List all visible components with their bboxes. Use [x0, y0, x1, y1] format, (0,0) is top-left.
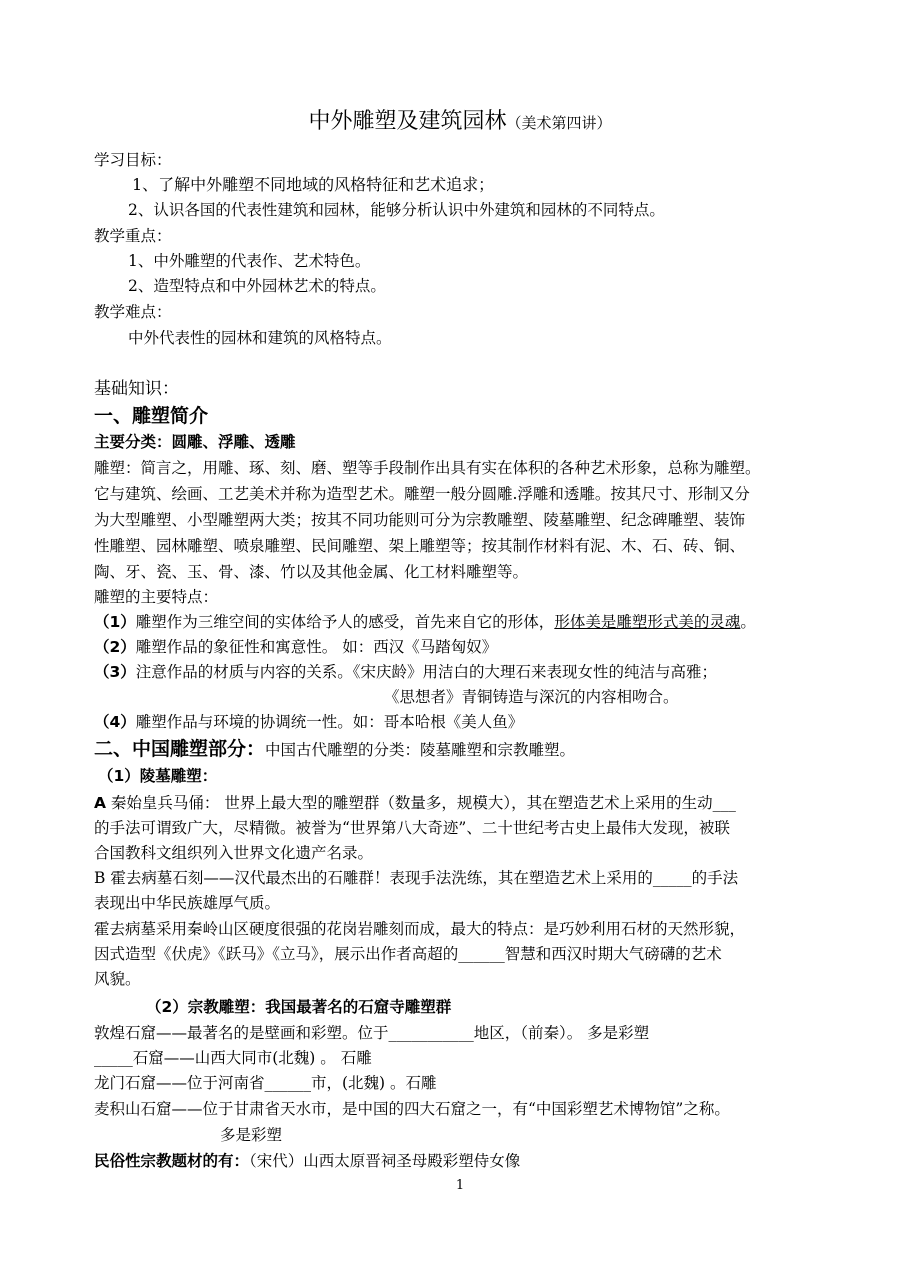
page-number: 1 [455, 1178, 465, 1193]
heading-key-points: 教学重点： [94, 227, 172, 245]
title-main: 中外雕塑及建筑园林 [308, 109, 507, 134]
document-title [0, 104, 920, 135]
grotto-note: 多是彩塑 [220, 1126, 283, 1144]
feature-text: 雕塑作品与环境的协调统一性。如：哥本哈根《美人鱼》 [135, 713, 524, 731]
grotto-line: 敦煌石窟——最著名的是壁画和彩塑。位于___________地区，（前秦）。 多是彩塑 [94, 1024, 650, 1042]
paragraph-line: 它与建筑、绘画、工艺美术并称为造型艺术。雕塑一般分圆雕.浮雕和透雕。按其尺寸、形制又分 [94, 485, 750, 503]
objective-item: 2、认识各国的代表性建筑和园林，能够分析认识中外建筑和园林的不同特点。 [128, 201, 665, 219]
feature-text: 注意作品的材质与内容的关系。《宋庆龄》用洁白的大理石来表现女性的纯洁与高雅； [135, 663, 718, 681]
feature-number: （3） [94, 663, 136, 681]
paragraph-line: 风貌。 [94, 970, 141, 988]
subsection-heading: （1）陵墓雕塑： [98, 767, 218, 785]
heading-basics: 基础知识： [94, 379, 179, 399]
objective-item: 1、了解中外雕塑不同地域的风格特征和艺术追求； [132, 175, 495, 194]
heading-objectives: 学习目标： [94, 151, 172, 169]
paragraph-line: 表现出中华民族雄厚气质。 [94, 894, 281, 912]
folk-text: （宋代）山西太原晋祠圣母殿彩塑侍女像 [249, 1152, 521, 1170]
key-point-item: 1、中外雕塑的代表作、艺术特色。 [128, 252, 371, 270]
section2-title: 二、中国雕塑部分： [94, 738, 266, 760]
section2-intro: 中国古代雕塑的分类：陵墓雕塑和宗教雕塑。 [265, 741, 576, 759]
item-text: 秦始皇兵马俑： 世界上最大型的雕塑群（数量多，规模大），其在塑造艺术上采用的生动___ [106, 794, 736, 812]
difficulty-item: 中外代表性的园林和建筑的风格特点。 [128, 329, 392, 347]
features-heading: 雕塑的主要特点： [94, 588, 219, 606]
subsection-heading: （2）宗教雕塑：我国最著名的石窟寺雕塑群 [146, 998, 452, 1016]
feature-item [94, 660, 717, 684]
section-heading [94, 737, 575, 762]
title-subtitle: （美术第四讲） [506, 114, 612, 132]
folk-label: 民俗性宗教题材的有： [94, 1152, 250, 1170]
paragraph-line: 因式造型《伏虎》《跃马》《立马》，展示出作者高超的______智慧和西汉时期大气磅礴的艺术 [94, 945, 722, 963]
paragraph-line: 合国教科文组织列入世界文化遗产名录。 [94, 844, 374, 862]
feature-text: 雕塑作品的象征性和寓意性。 如：西汉《马踏匈奴》 [135, 638, 498, 656]
feature-continuation: 《思想者》青铜铸造与深沉的内容相吻合。 [384, 688, 679, 706]
paragraph-line: 霍去病墓采用秦岭山区硬度很强的花岗岩雕刻而成，最大的特点：是巧妙利用石材的天然形貌， [94, 920, 746, 938]
feature-text: 雕塑作为三维空间的实体给予人的感受，首先来自它的形体， [135, 613, 555, 631]
feature-number: （1） [94, 613, 136, 631]
paragraph-line: 为大型雕塑、小型雕塑两大类；按其不同功能则可分为宗教雕塑、陵墓雕塑、纪念碑雕塑、装饰 [94, 511, 746, 529]
item-a [94, 791, 736, 815]
item-b: B 霍去病墓石刻——汉代最杰出的石雕群！表现手法洗练，其在塑造艺术上采用的_____的手法 [94, 869, 739, 887]
classification-line: 主要分类：圆雕、浮雕、透雕 [94, 433, 296, 451]
key-point-item: 2、造型特点和中外园林艺术的特点。 [128, 277, 386, 295]
folk-religious-line [94, 1149, 520, 1173]
feature-number: （4） [94, 713, 136, 731]
paragraph-line: 性雕塑、园林雕塑、喷泉雕塑、民间雕塑、架上雕塑等；按其制作材料有泥、木、石、砖、铜、 [94, 537, 746, 555]
feature-end: 。 [740, 613, 756, 631]
feature-item [94, 635, 497, 659]
grotto-line: 麦积山石窟——位于甘肃省天水市，是中国的四大石窟之一，有“中国彩塑艺术博物馆”之称。 [94, 1100, 730, 1118]
grotto-line: 龙门石窟——位于河南省______市，(北魏) 。石雕 [94, 1074, 437, 1092]
paragraph-line: 雕塑：简言之，用雕、琢、刻、磨、塑等手段制作出具有实在体积的各种艺术形象，总称为雕塑。 [94, 459, 761, 477]
item-letter: A [94, 794, 106, 812]
heading-difficulty: 教学难点： [94, 303, 172, 321]
feature-number: （2） [94, 638, 136, 656]
section-heading: 一、雕塑简介 [94, 405, 209, 427]
feature-item [94, 610, 756, 634]
paragraph-line: 陶、牙、瓷、玉、骨、漆、竹以及其他金属、化工材料雕塑等。 [94, 563, 529, 581]
grotto-line: _____石窟——山西大同市(北魏) 。 石雕 [94, 1049, 372, 1067]
feature-item [94, 710, 523, 734]
feature-underlined-text: 形体美是雕塑形式美的灵魂 [554, 613, 741, 631]
paragraph-line: 的手法可谓致广大，尽精微。被誉为“世界第八大奇迹”、二十世纪考古史上最伟大发现，被联 [94, 819, 730, 837]
